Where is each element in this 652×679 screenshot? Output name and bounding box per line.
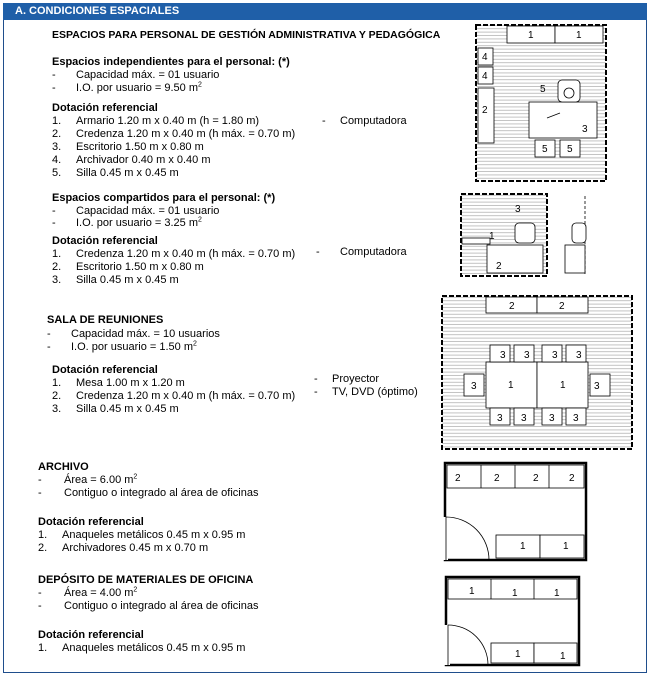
s3-item-num: 3. [52, 403, 62, 415]
s1-title: ESPACIOS PARA PERSONAL DE GESTIÓN ADMINISTRATIVA Y PEDAGÓGICA [52, 29, 441, 41]
plan5-label: 1 [469, 586, 475, 597]
plan3-label: 3 [471, 381, 477, 392]
s1-extra: Computadora [340, 115, 407, 127]
plan1-label: 5 [540, 84, 546, 95]
s2-item: Escritorio 1.50 m x 0.80 m [76, 261, 204, 273]
s1-item: Archivador 0.40 m x 0.40 m [76, 154, 211, 166]
plan4-label: 2 [569, 473, 575, 484]
plan5-label: 1 [512, 588, 518, 599]
s5-title: DEPÓSITO DE MATERIALES DE OFICINA [38, 574, 254, 586]
plan3-label: 3 [573, 413, 579, 424]
s1-item-num: 3. [52, 141, 62, 153]
s2-item-num: 2. [52, 261, 62, 273]
plan4-label: 1 [563, 541, 569, 552]
s1-extra-dash: - [322, 115, 326, 127]
s5-item-num: 1. [38, 642, 48, 654]
section-header: A. CONDICIONES ESPACIALES [3, 3, 647, 20]
s2-subtitle: Espacios compartidos para el personal: (*) [52, 192, 276, 204]
plan-deposit [442, 577, 579, 665]
s5-cont-dash: - [38, 600, 42, 612]
s4-title: ARCHIVO [38, 461, 89, 473]
s5-area-dash: - [38, 587, 42, 599]
plan1-label: 2 [482, 105, 488, 116]
s3-item-num: 1. [52, 377, 62, 389]
s3-extra: Proyector [332, 373, 380, 385]
plan3-label: 1 [560, 380, 566, 391]
s3-extra-dash: - [314, 386, 318, 398]
plan1-label: 5 [542, 144, 548, 155]
plan3-label: 3 [594, 381, 600, 392]
plan3-label: 1 [508, 380, 514, 391]
s1-io-dash: - [52, 82, 56, 94]
s4-dotacion-title: Dotación referencial [38, 516, 144, 528]
s1-item: Escritorio 1.50 m x 0.80 m [76, 141, 204, 153]
s1-item: Silla 0.45 m x 0.45 m [76, 167, 179, 179]
s1-item-num: 4. [52, 154, 62, 166]
plan1-label: 4 [482, 71, 488, 82]
plan3-label: 3 [521, 413, 527, 424]
s1-cap-dash: - [52, 69, 56, 81]
s1-capacity: Capacidad máx. = 01 usuario [76, 69, 220, 81]
s2-item-num: 3. [52, 274, 62, 286]
s2-io-dash: - [52, 217, 56, 229]
s1-item: Armario 1.20 m x 0.40 m (h = 1.80 m) [76, 115, 260, 127]
s4-area-dash: - [38, 474, 42, 486]
plan1-label: 1 [576, 30, 582, 41]
s4-contiguo: Contiguo o integrado al área de oficinas [64, 487, 259, 499]
s3-cap-dash: - [47, 328, 51, 340]
s1-io: I.O. por usuario = 9.50 $m^2$ [76, 81, 202, 94]
plan3-label: 3 [576, 350, 582, 361]
s3-io-dash: - [47, 341, 51, 353]
plan1-label: 3 [582, 124, 588, 135]
s3-capacity: Capacidad máx. = 10 usuarios [71, 328, 220, 340]
plan3-label: 3 [549, 413, 555, 424]
plan5-label: 1 [515, 649, 521, 660]
plan3-label: 3 [497, 413, 503, 424]
plan2-label: 1 [489, 231, 495, 242]
s1-item-num: 5. [52, 167, 62, 179]
s5-area: Área = 4.00 $m^2$ [64, 586, 138, 599]
s1-dotacion-title: Dotación referencial [52, 102, 158, 114]
plan2-label: 3 [515, 204, 521, 215]
s3-extra: TV, DVD (óptimo) [332, 386, 418, 398]
plan3-label: 3 [524, 350, 530, 361]
s5-contiguo: Contiguo o integrado al área de oficinas [64, 600, 259, 612]
s3-item-num: 2. [52, 390, 62, 402]
s2-capacity: Capacidad máx. = 01 usuario [76, 205, 220, 217]
plan4-label: 2 [494, 473, 500, 484]
s1-item: Credenza 1.20 m x 0.40 m (h máx. = 0.70 m) [76, 128, 296, 140]
s4-item: Archivadores 0.45 m x 0.70 m [62, 542, 209, 554]
plan-archive [440, 463, 586, 560]
plan2-label: 2 [496, 261, 502, 272]
plan1-label: 5 [567, 144, 573, 155]
s3-extra-dash: - [314, 373, 318, 385]
s2-item: Credenza 1.20 m x 0.40 m (h máx. = 0.70 m) [76, 248, 296, 260]
s3-title: SALA DE REUNIONES [47, 314, 164, 326]
s4-item-num: 1. [38, 529, 48, 541]
plan5-label: 1 [560, 651, 566, 662]
plan1-label: 1 [528, 30, 534, 41]
s4-cont-dash: - [38, 487, 42, 499]
plan-meeting-room [442, 296, 632, 449]
s1-item-num: 2. [52, 128, 62, 140]
s4-area: Área = 6.00 $m^2$ [64, 473, 138, 486]
s2-extra: Computadora [340, 246, 407, 258]
s2-item: Silla 0.45 m x 0.45 m [76, 274, 179, 286]
s4-item: Anaqueles metálicos 0.45 m x 0.95 m [62, 529, 246, 541]
plan3-label: 3 [552, 350, 558, 361]
plan-office-shared [461, 194, 586, 276]
s3-dotacion-title: Dotación referencial [52, 364, 158, 376]
plan3-label: 3 [500, 350, 506, 361]
plan1-label: 4 [482, 52, 488, 63]
plan3-label: 2 [559, 301, 565, 312]
s1-subtitle: Espacios independientes para el personal: (*) [52, 56, 290, 68]
s3-item: Silla 0.45 m x 0.45 m [76, 403, 179, 415]
s2-item-num: 1. [52, 248, 62, 260]
s3-item: Credenza 1.20 m x 0.40 m (h máx. = 0.70 m) [76, 390, 296, 402]
plan4-label: 2 [533, 473, 539, 484]
s5-dotacion-title: Dotación referencial [38, 629, 144, 641]
s3-item: Mesa 1.00 m x 1.20 m [76, 377, 185, 389]
s2-extra-dash: - [316, 246, 320, 258]
s2-cap-dash: - [52, 205, 56, 217]
s4-item-num: 2. [38, 542, 48, 554]
plan4-label: 2 [455, 473, 461, 484]
s3-io: I.O. por usuario = 1.50 $m^2$ [71, 340, 197, 353]
s2-dotacion-title: Dotación referencial [52, 235, 158, 247]
plan-office-individual [476, 25, 606, 181]
s1-item-num: 1. [52, 115, 62, 127]
s2-io: I.O. por usuario = 3.25 $m^2$ [76, 216, 202, 229]
plan5-label: 1 [554, 588, 560, 599]
s5-item: Anaqueles metálicos 0.45 m x 0.95 m [62, 642, 246, 654]
plan3-label: 2 [509, 301, 515, 312]
plan4-label: 1 [520, 541, 526, 552]
